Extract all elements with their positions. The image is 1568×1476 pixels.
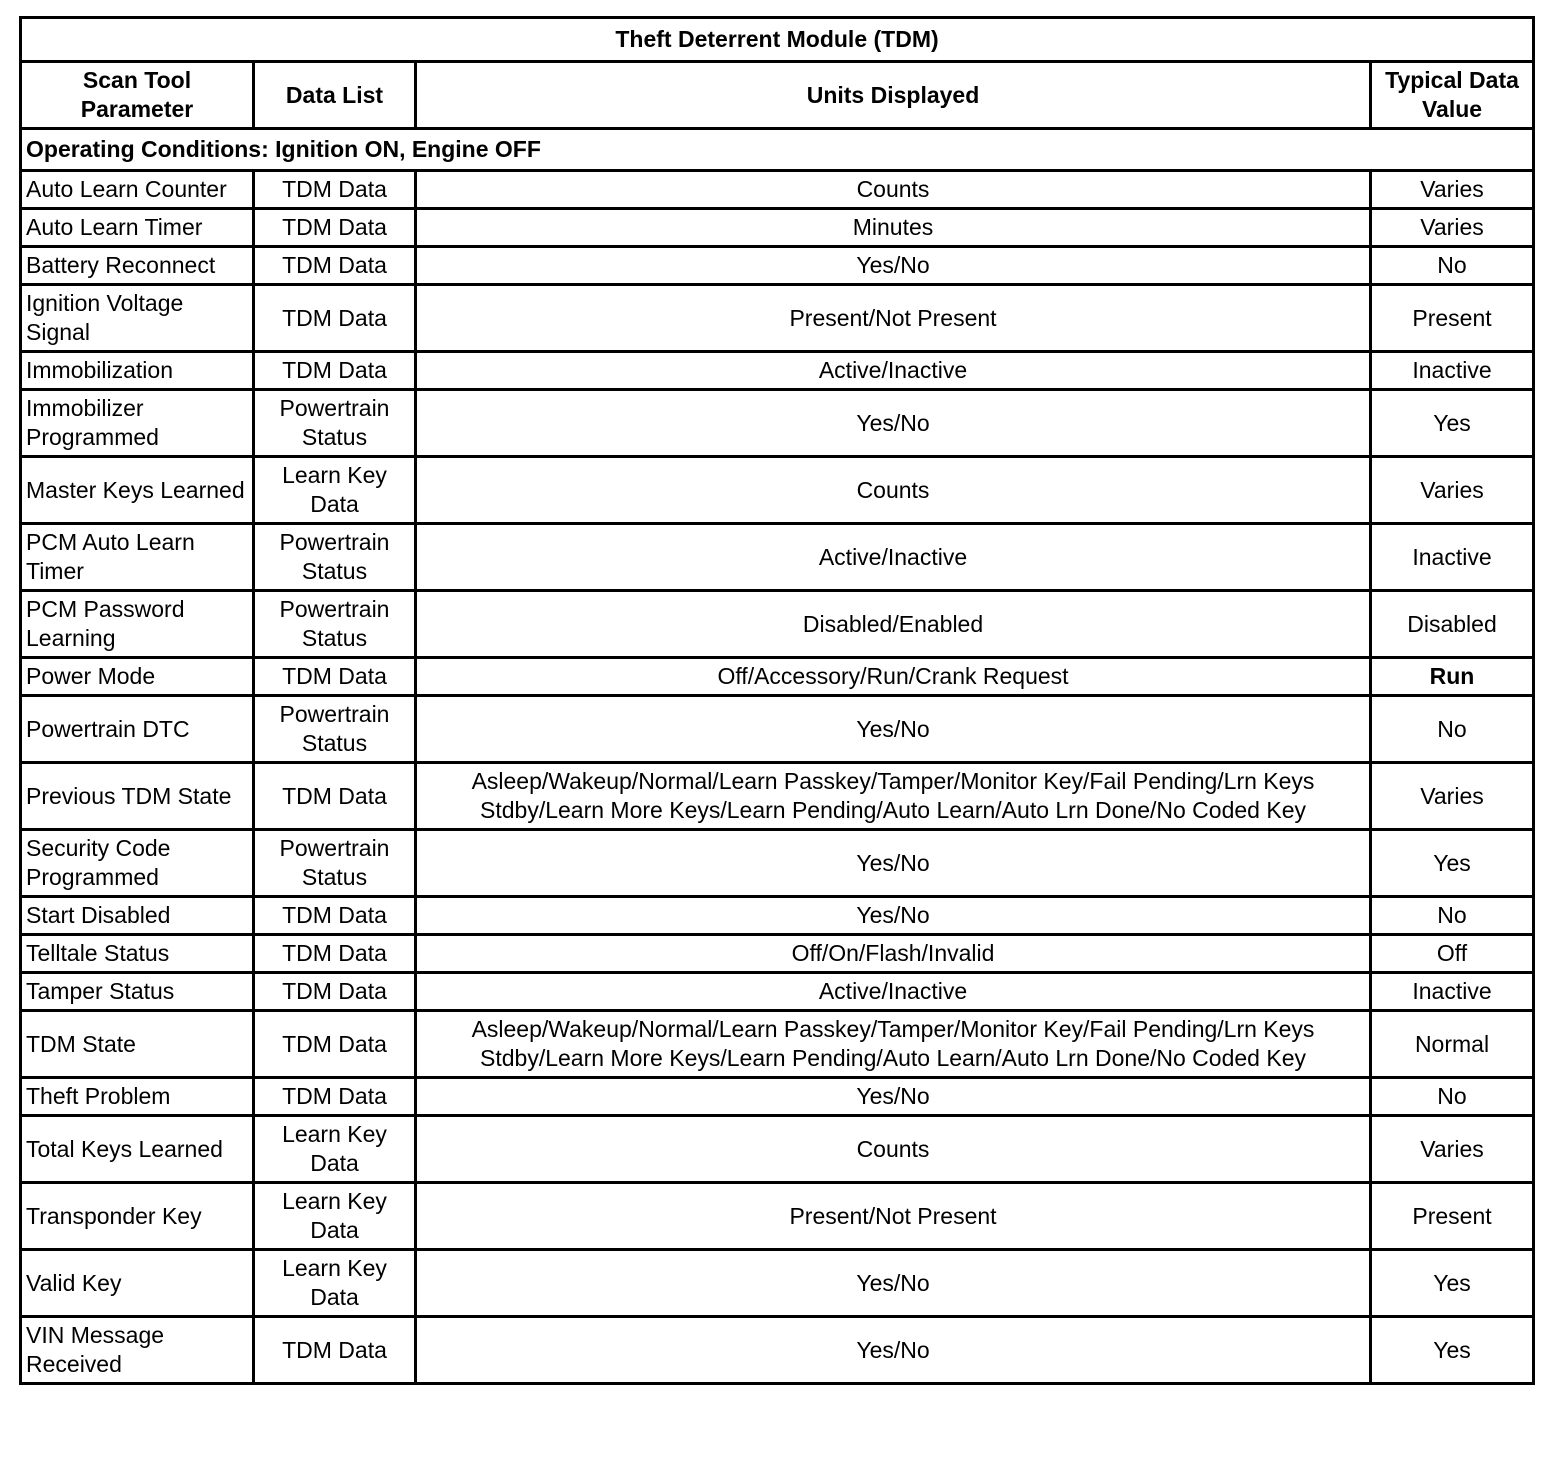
cell-units: Yes/No [416,830,1371,897]
cell-units: Present/Not Present [416,285,1371,352]
cell-typical-value: Inactive [1371,524,1534,591]
cell-data-list: TDM Data [254,973,416,1011]
table-row [21,352,1534,390]
cell-typical-value: Present [1371,285,1534,352]
cell-units: Active/Inactive [416,524,1371,591]
cell-typical-value: Disabled [1371,591,1534,658]
cell-parameter: PCM Auto Learn Timer [21,524,254,591]
cell-data-list: TDM Data [254,171,416,209]
table-row [21,1011,1534,1078]
cell-data-list: TDM Data [254,763,416,830]
cell-data-list: Powertrain Status [254,591,416,658]
table-row [21,1317,1534,1384]
cell-data-list: TDM Data [254,935,416,973]
table-row [21,897,1534,935]
table-row [21,247,1534,285]
cell-data-list: TDM Data [254,1078,416,1116]
cell-data-list: TDM Data [254,285,416,352]
table-row [21,209,1534,247]
operating-conditions: Operating Conditions: Ignition ON, Engine OFF [21,129,1534,171]
cell-parameter: Total Keys Learned [21,1116,254,1183]
cell-typical-value: No [1371,696,1534,763]
header-units-displayed: Units Displayed [416,62,1371,129]
cell-parameter: Auto Learn Timer [21,209,254,247]
cell-typical-value: Present [1371,1183,1534,1250]
cell-data-list: Learn Key Data [254,457,416,524]
operating-conditions-row [21,129,1534,171]
table-row [21,524,1534,591]
cell-parameter: Master Keys Learned [21,457,254,524]
column-header-row [21,62,1534,129]
cell-units: Minutes [416,209,1371,247]
table-row [21,1250,1534,1317]
cell-parameter: VIN Message Received [21,1317,254,1384]
cell-data-list: TDM Data [254,209,416,247]
cell-typical-value: No [1371,1078,1534,1116]
cell-units: Active/Inactive [416,973,1371,1011]
tdm-data-table [19,16,1535,1385]
cell-data-list: TDM Data [254,247,416,285]
cell-parameter: Power Mode [21,658,254,696]
cell-data-list: Powertrain Status [254,830,416,897]
cell-typical-value: Normal [1371,1011,1534,1078]
cell-units: Disabled/Enabled [416,591,1371,658]
table-row [21,591,1534,658]
cell-parameter: Immobilizer Programmed [21,390,254,457]
cell-data-list: TDM Data [254,1011,416,1078]
cell-typical-value: Off [1371,935,1534,973]
cell-typical-value: Varies [1371,1116,1534,1183]
table-row [21,935,1534,973]
cell-units: Off/Accessory/Run/Crank Request [416,658,1371,696]
cell-data-list: TDM Data [254,897,416,935]
cell-parameter: Auto Learn Counter [21,171,254,209]
header-typical-data-value: Typical Data Value [1371,62,1534,129]
cell-units: Active/Inactive [416,352,1371,390]
cell-typical-value: Varies [1371,209,1534,247]
cell-units: Asleep/Wakeup/Normal/Learn Passkey/Tamper/Monitor Key/Fail Pending/Lrn Keys Stdby/Learn More Keys/Learn Pending/Auto Learn/Auto Lrn Done/No Coded Key [416,1011,1371,1078]
cell-data-list: Learn Key Data [254,1250,416,1317]
cell-data-list: TDM Data [254,1317,416,1384]
cell-units: Yes/No [416,1317,1371,1384]
cell-data-list: TDM Data [254,658,416,696]
table-row [21,457,1534,524]
cell-data-list: Learn Key Data [254,1183,416,1250]
cell-parameter: Transponder Key [21,1183,254,1250]
cell-parameter: Start Disabled [21,897,254,935]
cell-typical-value: No [1371,247,1534,285]
cell-data-list: Learn Key Data [254,1116,416,1183]
cell-typical-value: Yes [1371,1317,1534,1384]
cell-units: Counts [416,1116,1371,1183]
cell-parameter: Previous TDM State [21,763,254,830]
cell-units: Yes/No [416,1078,1371,1116]
cell-parameter: Valid Key [21,1250,254,1317]
table-row [21,763,1534,830]
table-row [21,973,1534,1011]
cell-typical-value: Varies [1371,763,1534,830]
cell-typical-value: Run [1371,658,1534,696]
cell-typical-value: Varies [1371,457,1534,524]
cell-typical-value: Yes [1371,1250,1534,1317]
cell-data-list: Powertrain Status [254,390,416,457]
table-row [21,1078,1534,1116]
header-scan-tool-parameter: Scan Tool Parameter [21,62,254,129]
cell-parameter: TDM State [21,1011,254,1078]
cell-data-list: Powertrain Status [254,696,416,763]
cell-data-list: Powertrain Status [254,524,416,591]
cell-data-list: TDM Data [254,352,416,390]
cell-parameter: Theft Problem [21,1078,254,1116]
cell-units: Asleep/Wakeup/Normal/Learn Passkey/Tamper/Monitor Key/Fail Pending/Lrn Keys Stdby/Learn More Keys/Learn Pending/Auto Learn/Auto Lrn Done/No Coded Key [416,763,1371,830]
cell-typical-value: Yes [1371,390,1534,457]
cell-units: Present/Not Present [416,1183,1371,1250]
cell-units: Yes/No [416,390,1371,457]
cell-parameter: Ignition Voltage Signal [21,285,254,352]
table-row [21,171,1534,209]
table-title-row [21,18,1534,62]
header-data-list: Data List [254,62,416,129]
cell-typical-value: Inactive [1371,973,1534,1011]
cell-typical-value: No [1371,897,1534,935]
cell-typical-value: Inactive [1371,352,1534,390]
cell-units: Counts [416,171,1371,209]
table-row [21,285,1534,352]
cell-parameter: Battery Reconnect [21,247,254,285]
cell-units: Yes/No [416,1250,1371,1317]
table-row [21,390,1534,457]
table-row [21,1183,1534,1250]
cell-parameter: Powertrain DTC [21,696,254,763]
cell-units: Yes/No [416,247,1371,285]
cell-units: Yes/No [416,696,1371,763]
cell-parameter: Immobilization [21,352,254,390]
cell-units: Yes/No [416,897,1371,935]
cell-parameter: Telltale Status [21,935,254,973]
cell-typical-value: Yes [1371,830,1534,897]
table-row [21,658,1534,696]
cell-parameter: PCM Password Learning [21,591,254,658]
cell-parameter: Tamper Status [21,973,254,1011]
table-row [21,1116,1534,1183]
cell-typical-value: Varies [1371,171,1534,209]
table-row [21,696,1534,763]
cell-units: Off/On/Flash/Invalid [416,935,1371,973]
cell-parameter: Security Code Programmed [21,830,254,897]
table-title: Theft Deterrent Module (TDM) [21,18,1534,62]
table-row [21,830,1534,897]
cell-units: Counts [416,457,1371,524]
